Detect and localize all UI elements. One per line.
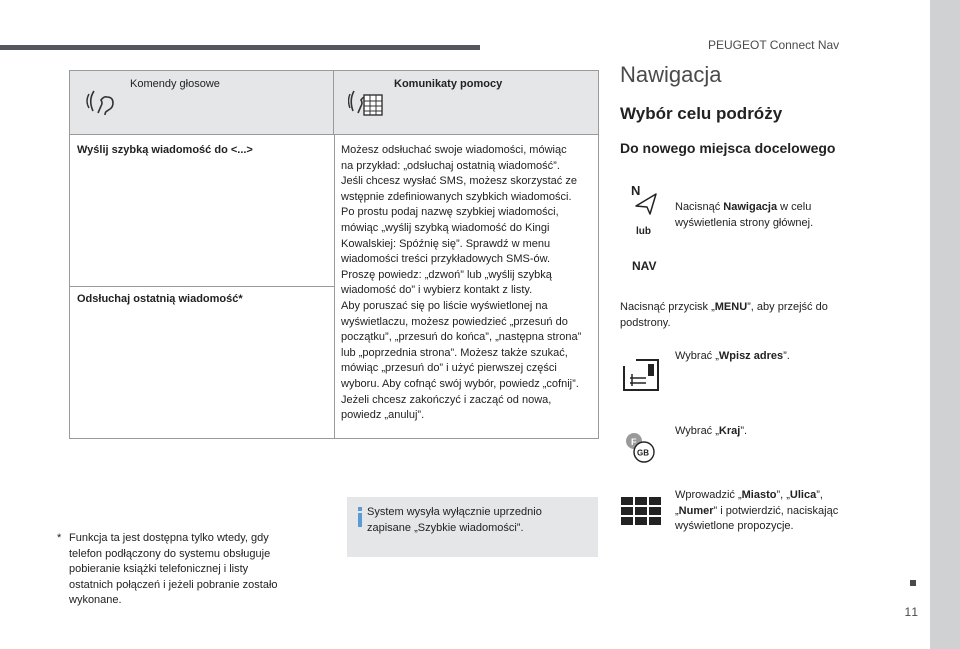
help-line: początku”, „przesuń do końca”, „następna strona” — [341, 331, 582, 344]
help-line: Możesz odsłuchać swoje wiadomości, mówiąc — [341, 144, 567, 156]
table-header — [70, 71, 598, 135]
section-title: Nawigacja — [620, 62, 722, 87]
row-divider — [70, 286, 334, 287]
text-fragment: ”. — [740, 425, 748, 437]
text-bold: Kraj — [718, 425, 741, 437]
help-line: powiedz „anuluj”. — [341, 409, 425, 422]
header-label-commands: Komendy głosowe — [130, 78, 220, 90]
running-header: PEUGEOT Connect Nav — [708, 38, 840, 52]
keypad-grid-icon — [621, 497, 661, 525]
continue-marker — [910, 580, 916, 586]
menu-instruction — [620, 300, 850, 331]
help-line: mówiąc „wyślij szybką wiadomość do Kingi — [341, 221, 550, 234]
text-fragment: ”, aby przejść do — [747, 301, 828, 313]
text-fragment: w celu — [777, 201, 812, 213]
flag-code: GB — [637, 448, 649, 458]
command-listen-last-message: Odsłuchaj ostatnią wiadomość* — [77, 293, 243, 305]
step-country-text — [675, 424, 845, 440]
footnote-line: Funkcja ta jest dostępna tylko wtedy, gdy — [69, 532, 269, 544]
nav-button-label: NAV — [632, 259, 657, 273]
help-line: Jeżeli chcesz zakończyć i zacząć od nowa, — [341, 393, 552, 406]
step-navigation-line2: wyświetlenia strony głównej. — [675, 216, 814, 229]
step-enter-details-text — [675, 488, 845, 535]
section-subheading: Do nowego miejsca docelowego — [620, 140, 836, 156]
step-navigation-line — [675, 200, 845, 216]
text-fragment: Wybrać „ — [675, 350, 719, 362]
text-bold: MENU — [714, 301, 748, 313]
help-line: Proszę powiedz: „dzwoń” lub „wyślij szybką — [341, 268, 552, 281]
voice-help-icon — [348, 83, 384, 119]
footnote-marker: * — [57, 532, 62, 544]
flag-letter: F — [631, 437, 637, 447]
footnote-line: telefon podłączony do systemu obsługuje — [69, 547, 271, 560]
step-details-line2 — [675, 504, 845, 520]
help-line: Po prostu podaj nazwę szybkiej wiadomości, — [341, 206, 559, 219]
help-line: na przykład: „odsłuchaj ostatnią wiadomość”. — [341, 159, 560, 172]
help-message-text — [341, 143, 597, 424]
text-bold: Numer — [678, 504, 714, 517]
step-details-line3: wyświetlone propozycje. — [675, 520, 794, 533]
text-fragment: ”, „ — [776, 489, 790, 501]
help-line: mówiąc „przesuń do” i użyć pierwszej części — [341, 362, 557, 375]
info-box — [347, 497, 598, 557]
text-fragment: Nacisnąć — [675, 201, 724, 213]
help-line: Kowalskiej: Spóźnię się”. Sprawdź w menu — [341, 237, 551, 250]
country-icon — [623, 432, 663, 464]
compass-letter: N — [631, 183, 641, 198]
section-subtitle: Wybór celu podróży — [620, 104, 783, 123]
text-fragment: „ — [675, 504, 679, 517]
text-fragment: Nacisnąć przycisk „ — [620, 301, 715, 313]
column-divider — [334, 135, 335, 439]
text-fragment: Wprowadzić „ — [675, 489, 742, 501]
menu-line2: podstrony. — [620, 316, 671, 329]
footnote-line: ostatnich połączeń i jeżeli pobranie zostało — [69, 578, 278, 591]
help-line: wiadomości treści przykładowych SMS-ów. — [341, 253, 551, 266]
info-icon — [354, 507, 366, 527]
footnote-line: pobieranie książki telefonicznej i listy — [69, 563, 249, 576]
info-text — [367, 505, 592, 536]
command-send-quick-message: Wyślij szybką wiadomość do <...> — [77, 144, 253, 156]
help-line: lub „poprzednia strona”. Możesz także szukać, — [341, 346, 568, 359]
text-bold: Ulica — [789, 489, 817, 501]
page-number: 11 — [904, 605, 919, 619]
text-fragment: ” i potwierdzić, naciskając — [713, 504, 839, 517]
help-line: wstępnie zdefiniowanych szybkich wiadomości. — [341, 190, 572, 203]
text-bold: Miasto — [741, 489, 777, 501]
help-line: Jeśli chcesz wysłać SMS, możesz skorzystać ze — [341, 175, 577, 188]
text-bold: Nawigacja — [723, 201, 778, 213]
enter-address-icon — [622, 358, 662, 392]
help-line: wyboru. Aby cofnąć swój wybór, powiedz „cofnij”. — [341, 377, 579, 390]
help-line: wyświetlaczu, możesz powiedzieć „przesuń do — [341, 315, 568, 328]
footnote-line: wykonane. — [69, 594, 122, 607]
or-label: lub — [636, 226, 651, 237]
header-cell-help — [334, 71, 598, 135]
text-fragment: ”, — [816, 489, 823, 501]
step-navigation-text — [675, 200, 845, 231]
text-fragment: Wybrać „ — [675, 425, 719, 437]
info-line: System wysyła wyłącznie uprzednio — [367, 506, 542, 518]
side-band — [930, 0, 960, 649]
footnote — [57, 531, 322, 609]
step-details-line — [675, 488, 845, 504]
menu-line — [620, 300, 850, 316]
help-line: wiadomość do” i wybierz kontakt z listy. — [341, 284, 533, 297]
text-fragment: ”. — [783, 350, 790, 362]
header-label-help: Komunikaty pomocy — [394, 78, 503, 90]
header-cell-commands — [70, 71, 334, 135]
voice-command-icon — [84, 83, 120, 119]
text-bold: Wpisz adres — [718, 350, 784, 362]
info-line: zapisane „Szybkie wiadomości”. — [367, 521, 524, 534]
help-line: Aby poruszać się po liście wyświetlonej na — [341, 299, 548, 312]
voice-command-table — [69, 70, 599, 439]
top-rule — [0, 45, 480, 50]
step-enter-address-text — [675, 349, 845, 365]
navigation-compass-icon — [628, 182, 660, 218]
